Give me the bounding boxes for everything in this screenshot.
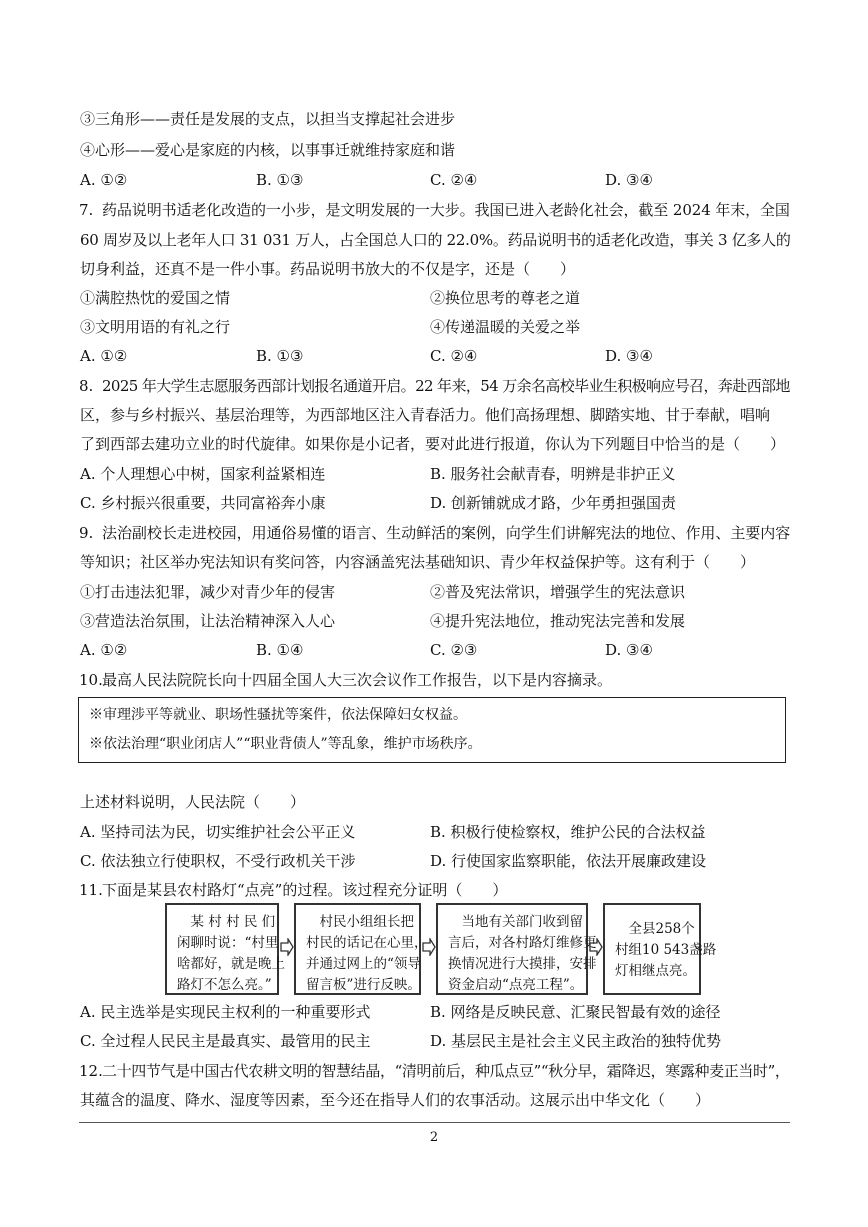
- q12-line-2: 其蕴含的温度、降水、湿度等因素，至今还在指导人们的农事活动。这展示出中华文化（ ）: [80, 1091, 711, 1109]
- q11-option-d: D. 基层民主是社会主义民主政治的独特优势: [430, 1032, 722, 1050]
- q7-option-a: A. ①②: [80, 347, 128, 365]
- q11-stem: 下面是某县农村路灯“点亮”的过程。该过程充分证明（ ）: [102, 881, 508, 899]
- flow-step-3: [436, 903, 597, 995]
- flow-step-2-line: 村民的话记在心里，: [306, 935, 428, 951]
- carry-option-b: B. ①③: [256, 171, 304, 189]
- q7-line-2: 60 周岁及以上老年人口 31 031 万人，占全国总人口的 22.0%。药品说明书的适老化改造，事关 3 亿多人的: [80, 231, 791, 249]
- flow-step-4-line: 灯相继点亮。: [615, 963, 696, 979]
- q11-option-b: B. 网络是反映民意、汇聚民智最有效的途径: [430, 1003, 721, 1021]
- flow-step-1-line: 某 村 村 民 们: [177, 914, 276, 930]
- q7-option-d: D. ③④: [605, 347, 653, 365]
- q9-item-1: ①打击违法犯罪，减少对青少年的侵害: [80, 583, 336, 601]
- flow-step-2-line: 并通过网上的“领导: [306, 956, 421, 972]
- q7-item-3: ③文明用语的有礼之行: [80, 318, 231, 336]
- q8-option-a: A. 个人理想心中树，国家利益紧相连: [80, 465, 326, 483]
- q10-option-c: C. 依法独立行使职权，不受行政机关干涉: [80, 852, 356, 870]
- q8-option-c: C. 乡村振兴很重要，共同富裕奔小康: [80, 494, 326, 512]
- q9-option-b: B. ①④: [256, 641, 304, 659]
- flow-step-2-line: 村民小组组长把: [306, 914, 414, 930]
- q9-line-2: 等知识；社区举办宪法知识有奖问答，内容涵盖宪法基础知识、青少年权益保护等。这有利于（ ）: [80, 553, 756, 571]
- q9-line-1: 法治副校长走进校园，用通俗易懂的语言、生动鲜活的案例，向学生们讲解宪法的地位、作用、主要内容: [102, 524, 791, 542]
- carry-option-a: A. ①②: [80, 171, 128, 189]
- flow-step-1-line: 啥都好，就是晚上: [177, 956, 285, 972]
- q8-line-3: 了到西部去建功立业的时代旋律。如果你是小记者，要对此进行报道，你认为下列题目中恰当的是（ ）: [80, 435, 786, 453]
- q10-box-line-1: ※审理涉平等就业、职场性骚扰等案件，依法保障妇女权益。: [89, 707, 467, 723]
- flow-step-3-line: 言后，对各村路灯维修更: [448, 935, 597, 951]
- flow-step-3-line: 资金启动“点亮工程”。: [448, 977, 584, 993]
- flow-step-2: [294, 903, 428, 995]
- q10-number: 10.: [79, 671, 103, 689]
- q7-item-2: ②换位思考的尊老之道: [430, 289, 581, 307]
- flow-arrow-icon: [280, 938, 294, 956]
- q10-stem: 最高人民法院院长向十四届全国人大三次会议作工作报告，以下是内容摘录。: [102, 671, 613, 689]
- carry-item-4: ④心形——爱心是家庭的内核，以事事迁就维持家庭和谐: [80, 141, 456, 159]
- flow-step-1: [165, 903, 285, 995]
- q9-item-2: ②普及宪法常识，增强学生的宪法意识: [430, 583, 686, 601]
- q7-item-1: ①满腔热忱的爱国之情: [80, 289, 231, 307]
- q7-line-3: 切身利益，还真不是一件小事。药品说明书放大的不仅是字，还是（ ）: [80, 260, 576, 278]
- flow-step-4-line: 全县258个: [615, 921, 695, 937]
- q10-question: 上述材料说明，人民法院（ ）: [80, 793, 306, 811]
- q9-number: 9.: [79, 524, 94, 542]
- q8-option-b: B. 服务社会献青春，明辨是非护正义: [430, 465, 676, 483]
- q8-option-d: D. 创新铺就成才路，少年勇担强国责: [430, 494, 677, 512]
- q9-item-4: ④提升宪法地位，推动宪法完善和发展: [430, 612, 686, 630]
- q9-option-a: A. ①②: [80, 641, 128, 659]
- q10-option-d: D. 行使国家监察职能，依法开展廉政建设: [430, 852, 707, 870]
- flow-step-3-line: 换情况进行大摸排，安排: [448, 956, 597, 972]
- q10-material-box: [78, 697, 786, 763]
- flow-step-4-line: 村组10 543盏路: [615, 942, 717, 958]
- q8-number: 8.: [79, 377, 94, 395]
- q8-line-2: 区，参与乡村振兴、基层治理等，为西部地区注入青春活力。他们高扬理想、脚踏实地、甘于奉献，唱响: [80, 406, 771, 424]
- q7-line-1: 药品说明书适老化改造的一小步，是文明发展的一大步。我国已进入老龄化社会，截至 2024 年末，全国: [102, 201, 790, 219]
- q7-option-b: B. ①③: [256, 347, 304, 365]
- flow-step-1-line: 闲聊时说：“村里: [177, 935, 279, 951]
- q11-option-c: C. 全过程人民民主是最真实、最管用的民主: [80, 1032, 371, 1050]
- flow-step-3-line: 当地有关部门收到留: [448, 914, 583, 930]
- flow-arrow-icon: [589, 938, 603, 956]
- q10-option-b: B. 积极行使检察权，维护公民的合法权益: [430, 823, 706, 841]
- footer-divider: [79, 1122, 790, 1123]
- q9-item-3: ③营造法治氛围，让法治精神深入人心: [80, 612, 336, 630]
- q8-line-1: 2025 年大学生志愿服务西部计划报名通道开启。22 年来，54 万余名高校毕业生积极响应号召，奔赴西部地: [102, 377, 790, 395]
- q9-option-c: C. ②③: [430, 641, 478, 659]
- q12-line-1: 二十四节气是中国古代农耕文明的智慧结晶，“清明前后，种瓜点豆”“秋分早，霜降迟，寒露种麦正当时”，: [102, 1062, 790, 1080]
- q7-option-c: C. ②④: [430, 347, 478, 365]
- carry-option-c: C. ②④: [430, 171, 478, 189]
- q9-option-d: D. ③④: [605, 641, 653, 659]
- q10-option-a: A. 坚持司法为民，切实维护社会公平正义: [80, 823, 356, 841]
- q11-option-a: A. 民主选举是实现民主权利的一种重要形式: [80, 1003, 371, 1021]
- q10-box-line-2: ※依法治理“职业闭店人”“职业背债人”等乱象，维护市场秩序。: [89, 736, 482, 752]
- flow-arrow-icon: [422, 938, 436, 956]
- q7-item-4: ④传递温暖的关爱之举: [430, 318, 581, 336]
- flow-step-4: [603, 903, 717, 995]
- carry-option-d: D. ③④: [605, 171, 653, 189]
- page-number: 2: [429, 1130, 439, 1145]
- q11-number: 11.: [79, 881, 103, 899]
- carry-item-3: ③三角形——责任是发展的支点，以担当支撑起社会进步: [80, 110, 456, 128]
- flow-step-2-line: 留言板”进行反映。: [306, 977, 421, 993]
- flow-step-1-line: 路灯不怎么亮。”: [177, 977, 272, 993]
- q7-number: 7.: [79, 201, 94, 219]
- q12-number: 12.: [79, 1062, 103, 1080]
